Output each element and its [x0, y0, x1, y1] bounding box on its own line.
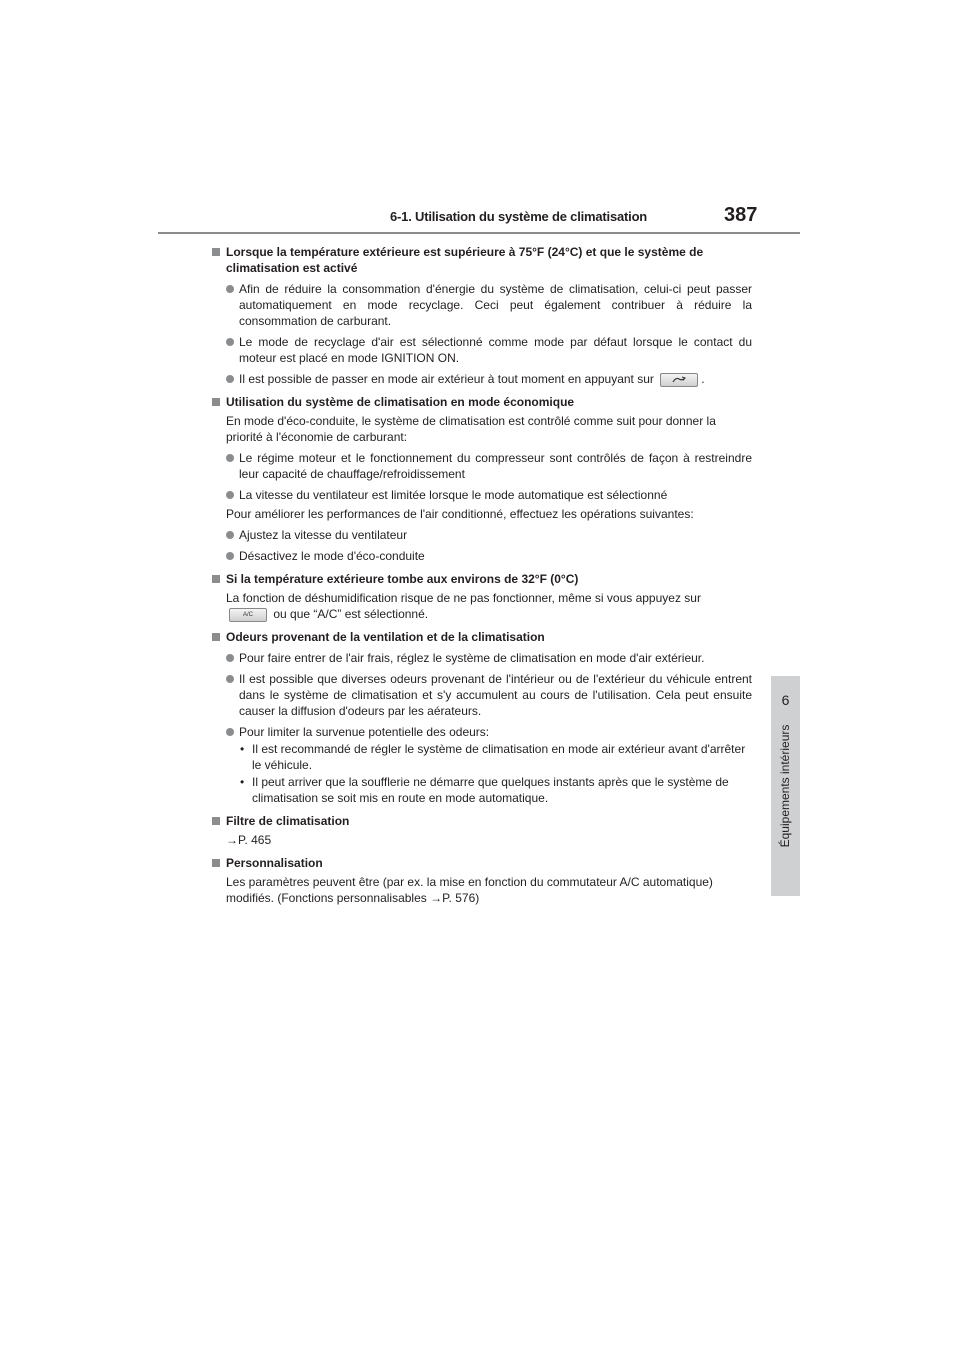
- circle-bullet-icon: [226, 654, 234, 662]
- bullet-item: La vitesse du ventilateur est limitée lorsque le mode automatique est sélectionné: [212, 487, 752, 503]
- square-marker-icon: [212, 633, 220, 641]
- sub-list-item: • Il peut arriver que la soufflerie ne démarre que quelques instants après que le système de climatisation se soit mis en route en mode automatique.: [240, 775, 729, 805]
- section-title: Filtre de climatisation: [212, 813, 752, 829]
- section-title: Odeurs provenant de la ventilation et de la climatisation: [212, 629, 752, 645]
- page-content: [212, 244, 752, 906]
- bullet-item: Il est possible que diverses odeurs provenant de l'intérieur ou de l'extérieur du véhicule entrent dans le système de climatisation et s'y accumulent au cours de l'utilisation. Cela peut ensuite causer la diffusion d'odeurs par les aérateurs.: [212, 671, 752, 719]
- bullet-item: Afin de réduire la consommation d'énergie du système de climatisation, celui-ci peut passer automatiquement en mode recyclage. Ceci peut également contribuer à réduire la consommation de carburant.: [212, 281, 752, 329]
- section-title: Si la température extérieure tombe aux environs de 32°F (0°C): [212, 571, 752, 587]
- square-marker-icon: [212, 398, 220, 406]
- bullet-item: Pour limiter la survenue potentielle des odeurs:: [212, 724, 752, 740]
- square-marker-icon: [212, 248, 220, 256]
- paragraph: En mode d'éco-conduite, le système de climatisation est contrôlé comme suit pour donner la priorité à l'économie de carburant:: [226, 414, 716, 444]
- paragraph: Pour améliorer les performances de l'air conditionné, effectuez les opérations suivantes:: [226, 507, 694, 521]
- ac-button-icon: A/C: [229, 608, 267, 622]
- chapter-number: 6: [781, 692, 790, 708]
- chapter-label: Équipements intérieurs: [778, 724, 792, 848]
- section-title: Lorsque la température extérieure est supérieure à 75°F (24°C) et que le système de climatisation est activé: [212, 244, 752, 276]
- circle-bullet-icon: [226, 728, 234, 736]
- sub-list-item: • Il est recommandé de régler le système de climatisation en mode air extérieur avant d'arrêter le véhicule.: [240, 742, 746, 772]
- circle-bullet-icon: [226, 675, 234, 683]
- bullet-item: Le mode de recyclage d'air est sélectionné comme mode par défaut lorsque le contact du moteur est placé en mode IGNITION ON.: [212, 334, 752, 366]
- square-marker-icon: [212, 859, 220, 867]
- circle-bullet-icon: [226, 552, 234, 560]
- circle-bullet-icon: [226, 491, 234, 499]
- bullet-item: Le régime moteur et le fonctionnement du compresseur sont contrôlés de façon à restreindre leur capacité de chauffage/refroidissement: [212, 450, 752, 482]
- outside-air-button: [660, 373, 698, 387]
- bullet-item: Il est possible de passer en mode air extérieur à tout moment en appuyant sur .: [212, 371, 752, 387]
- square-marker-icon: [212, 817, 220, 825]
- sub-bullet-icon: •: [240, 775, 245, 789]
- outside-air-icon: [672, 376, 686, 384]
- header-rule: [158, 232, 800, 234]
- paragraph: Les paramètres peuvent être (par ex. la mise en fonction du commutateur A/C automatique) modifiés. (Fonctions personnalisables →P. 576): [226, 875, 713, 905]
- circle-bullet-icon: [226, 375, 234, 383]
- square-marker-icon: [212, 575, 220, 583]
- circle-bullet-icon: [226, 454, 234, 462]
- page-number: 387: [724, 204, 758, 226]
- sub-bullet-icon: •: [240, 742, 245, 756]
- circle-bullet-icon: [226, 285, 234, 293]
- circle-bullet-icon: [226, 531, 234, 539]
- section-title: Personnalisation: [212, 855, 752, 871]
- bullet-item: Ajustez la vitesse du ventilateur: [212, 527, 752, 543]
- paragraph: La fonction de déshumidification risque de ne pas fonctionner, même si vous appuyez sur A/C ou que “A/C” est sélectionné.: [226, 591, 701, 621]
- page-reference: →P. 465: [226, 833, 272, 847]
- section-title: Utilisation du système de climatisation en mode économique: [212, 394, 752, 410]
- circle-bullet-icon: [226, 338, 234, 346]
- bullet-item: Désactivez le mode d'éco-conduite: [212, 548, 752, 564]
- bullet-item: Pour faire entrer de l'air frais, réglez le système de climatisation en mode d'air extérieur.: [212, 650, 752, 666]
- header-section-title: 6-1. Utilisation du système de climatisation: [390, 209, 648, 224]
